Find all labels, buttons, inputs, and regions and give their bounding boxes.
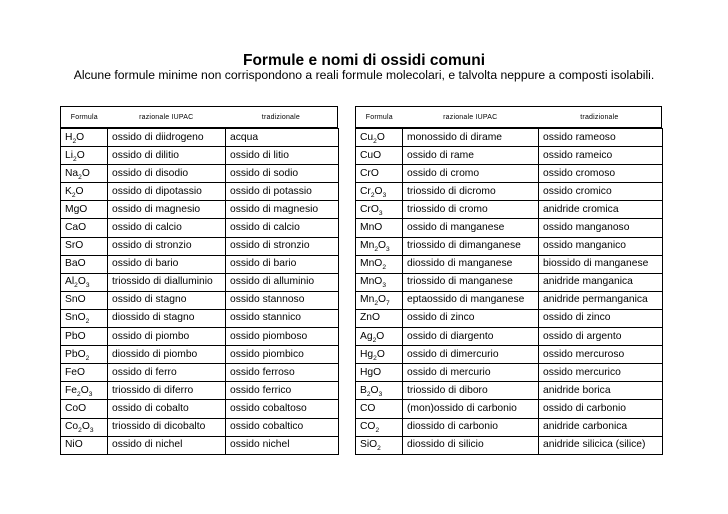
formula-text: O bbox=[376, 348, 385, 360]
formula-text: K bbox=[65, 185, 72, 197]
traditional-name-cell: ossido manganoso bbox=[539, 219, 663, 237]
formula-subscript: 2 bbox=[78, 427, 82, 435]
formula-text: Co bbox=[65, 421, 79, 433]
iupac-name-cell: diossido di piombo bbox=[108, 346, 226, 364]
formula-text: O bbox=[75, 185, 84, 197]
table-row bbox=[356, 309, 663, 327]
formula-cell bbox=[61, 237, 108, 255]
traditional-name-cell: ossido di potassio bbox=[226, 183, 339, 201]
formula-cell bbox=[61, 346, 108, 364]
iupac-name-cell: ossido di diidrogeno bbox=[108, 129, 226, 147]
formula-cell bbox=[356, 147, 403, 165]
formula-text: O bbox=[76, 131, 85, 143]
table-row bbox=[61, 165, 339, 183]
formula-text: O bbox=[77, 276, 86, 288]
iupac-name-cell: triossido di dicobalto bbox=[108, 418, 226, 436]
traditional-name-cell: ossido di zinco bbox=[539, 309, 663, 327]
traditional-name-cell: ossido stannoso bbox=[226, 291, 339, 309]
traditional-name-cell: ossido di magnesio bbox=[226, 201, 339, 219]
formula-subscript: 3 bbox=[89, 427, 94, 435]
formula-text: CO bbox=[360, 421, 376, 433]
formula-cell bbox=[61, 219, 108, 237]
table-row bbox=[356, 201, 663, 219]
iupac-name-cell: ossido di dimercurio bbox=[403, 346, 539, 364]
iupac-name-cell: triossido di dicromo bbox=[403, 183, 539, 201]
iupac-name-cell: ossido di nichel bbox=[108, 436, 226, 454]
formula-subscript: 2 bbox=[373, 354, 377, 362]
iupac-name-cell: ossido di dipotassio bbox=[108, 183, 226, 201]
formula-subscript: 2 bbox=[72, 137, 77, 145]
formula-subscript: 2 bbox=[374, 300, 378, 308]
formula-cell bbox=[356, 219, 403, 237]
formula-cell bbox=[356, 273, 403, 291]
formula-text: Na bbox=[65, 167, 79, 179]
traditional-name-cell: anidride manganica bbox=[539, 273, 663, 291]
iupac-name-cell: ossido di calcio bbox=[108, 219, 226, 237]
formula-subscript: 2 bbox=[71, 191, 76, 199]
iupac-name-cell: ossido di stronzio bbox=[108, 237, 226, 255]
traditional-name-cell: ossido di sodio bbox=[226, 165, 339, 183]
formula-subscript: 2 bbox=[85, 318, 90, 326]
table-row bbox=[61, 346, 339, 364]
iupac-name-cell: diossido di silicio bbox=[403, 436, 539, 454]
formula-subscript: 3 bbox=[378, 390, 383, 398]
traditional-name-cell: ossido cobaltoso bbox=[226, 400, 339, 418]
traditional-name-cell: ossido nichel bbox=[226, 436, 339, 454]
formula-text: Li bbox=[65, 149, 74, 161]
formula-cell bbox=[61, 400, 108, 418]
traditional-name-cell: ossido ferrico bbox=[226, 382, 339, 400]
formula-text: CuO bbox=[360, 149, 382, 161]
table-row bbox=[61, 418, 339, 436]
formula-cell bbox=[61, 328, 108, 346]
formula-text: SrO bbox=[65, 240, 84, 252]
traditional-name-cell: anidride cromica bbox=[539, 201, 663, 219]
iupac-name-cell: (mon)ossido di carbonio bbox=[403, 400, 539, 418]
formula-cell bbox=[356, 346, 403, 364]
table-row bbox=[61, 273, 339, 291]
iupac-name-cell: ossido di stagno bbox=[108, 291, 226, 309]
formula-cell bbox=[356, 165, 403, 183]
formula-cell bbox=[356, 255, 403, 273]
formula-subscript: 2 bbox=[77, 390, 81, 398]
iupac-name-cell: ossido di disodio bbox=[108, 165, 226, 183]
formula-cell bbox=[356, 237, 403, 255]
formula-subscript: 2 bbox=[370, 191, 375, 199]
table-row bbox=[61, 400, 339, 418]
iupac-name-cell: ossido di piombo bbox=[108, 328, 226, 346]
traditional-name-cell: ossido cromico bbox=[539, 183, 663, 201]
table-row bbox=[356, 147, 663, 165]
table-row bbox=[356, 418, 663, 436]
formula-subscript: 3 bbox=[386, 246, 390, 254]
formula-text: ZnO bbox=[360, 312, 381, 324]
header-traditional: tradizionale bbox=[261, 113, 300, 121]
table-row bbox=[356, 346, 663, 364]
table-row bbox=[356, 436, 663, 454]
iupac-name-cell: ossido di mercurio bbox=[403, 364, 539, 382]
header-iupac: razionale IUPAC bbox=[443, 113, 498, 121]
formula-cell bbox=[61, 436, 108, 454]
traditional-name-cell: ossido piomboso bbox=[226, 328, 339, 346]
formula-text: O bbox=[81, 167, 90, 179]
formula-subscript: 3 bbox=[88, 390, 93, 398]
formula-cell bbox=[356, 382, 403, 400]
iupac-name-cell: triossido di dialluminio bbox=[108, 273, 226, 291]
table-row bbox=[61, 436, 339, 454]
formula-subscript: 7 bbox=[386, 300, 390, 308]
formula-text: MnO bbox=[360, 276, 383, 288]
formula-text: B bbox=[360, 384, 367, 396]
table-row bbox=[356, 273, 663, 291]
traditional-name-cell: biossido di manganese bbox=[539, 255, 663, 273]
page-title: Formule e nomi di ossidi comuni bbox=[243, 52, 485, 69]
traditional-name-cell: ossido mercuroso bbox=[539, 346, 663, 364]
formula-subscript: 2 bbox=[373, 137, 377, 145]
formula-text: Hg bbox=[360, 348, 374, 360]
formula-subscript: 2 bbox=[73, 155, 77, 163]
traditional-name-cell: ossido ferroso bbox=[226, 364, 339, 382]
formula-text: O bbox=[377, 294, 386, 306]
formula-cell bbox=[356, 400, 403, 418]
formula-text: O bbox=[374, 185, 383, 197]
iupac-name-cell: triossido di manganese bbox=[403, 273, 539, 291]
formula-subscript: 2 bbox=[375, 427, 380, 435]
iupac-name-cell: monossido di dirame bbox=[403, 129, 539, 147]
traditional-name-cell: ossido rameico bbox=[539, 147, 663, 165]
formula-cell bbox=[61, 255, 108, 273]
traditional-name-cell: ossido cromoso bbox=[539, 165, 663, 183]
traditional-name-cell: ossido manganico bbox=[539, 237, 663, 255]
formula-subscript: 3 bbox=[378, 209, 383, 217]
formula-text: SiO bbox=[360, 439, 378, 451]
traditional-name-cell: ossido di carbonio bbox=[539, 400, 663, 418]
formula-subscript: 2 bbox=[374, 246, 378, 254]
header-traditional: tradizionale bbox=[580, 113, 619, 121]
formula-subscript: 3 bbox=[85, 282, 90, 290]
iupac-name-cell: triossido di cromo bbox=[403, 201, 539, 219]
iupac-name-cell: diossido di stagno bbox=[108, 309, 226, 327]
table-row bbox=[61, 147, 339, 165]
table-row bbox=[356, 255, 663, 273]
formula-text: CrO bbox=[360, 203, 379, 215]
iupac-name-cell: diossido di carbonio bbox=[403, 418, 539, 436]
table-row bbox=[356, 237, 663, 255]
iupac-name-cell: triossido di diboro bbox=[403, 382, 539, 400]
formula-text: NiO bbox=[65, 439, 83, 451]
formula-cell bbox=[61, 147, 108, 165]
traditional-name-cell: ossido di bario bbox=[226, 255, 339, 273]
table-row bbox=[356, 291, 663, 309]
formula-subscript: 2 bbox=[78, 173, 82, 181]
iupac-name-cell: ossido di rame bbox=[403, 147, 539, 165]
formula-text: O bbox=[76, 149, 85, 161]
formula-cell bbox=[356, 418, 403, 436]
formula-cell bbox=[61, 183, 108, 201]
traditional-name-cell: anidride carbonica bbox=[539, 418, 663, 436]
formula-subscript: 3 bbox=[382, 191, 387, 199]
left-table-header bbox=[60, 106, 338, 128]
table-row bbox=[61, 237, 339, 255]
formula-text: PbO bbox=[65, 348, 86, 360]
formula-cell bbox=[61, 418, 108, 436]
formula-cell bbox=[356, 201, 403, 219]
formula-text: Fe bbox=[65, 384, 78, 396]
iupac-name-cell: ossido di bario bbox=[108, 255, 226, 273]
formula-subscript: 3 bbox=[382, 282, 386, 290]
traditional-name-cell: anidride permanganica bbox=[539, 291, 663, 309]
traditional-name-cell: acqua bbox=[226, 129, 339, 147]
formula-subscript: 2 bbox=[377, 445, 381, 453]
right-table-header bbox=[355, 106, 662, 128]
table-row bbox=[61, 364, 339, 382]
formula-cell bbox=[356, 183, 403, 201]
table-row bbox=[356, 328, 663, 346]
table-row bbox=[61, 309, 339, 327]
formula-cell bbox=[356, 309, 403, 327]
formula-subscript: 2 bbox=[74, 282, 78, 290]
formula-text: MnO bbox=[360, 258, 383, 270]
header-formula: Formula bbox=[70, 113, 98, 121]
formula-text: PbO bbox=[65, 330, 86, 342]
iupac-name-cell: ossido di zinco bbox=[403, 309, 539, 327]
traditional-name-cell: anidride borica bbox=[539, 382, 663, 400]
formula-cell bbox=[61, 364, 108, 382]
formula-text: O bbox=[376, 330, 385, 342]
traditional-name-cell: anidride silicica (silice) bbox=[539, 436, 663, 454]
formula-cell bbox=[356, 328, 403, 346]
table-row bbox=[356, 129, 663, 147]
table-row bbox=[356, 382, 663, 400]
traditional-name-cell: ossido mercurico bbox=[539, 364, 663, 382]
iupac-name-cell: ossido di diargento bbox=[403, 328, 539, 346]
formula-text: CrO bbox=[360, 167, 379, 179]
formula-text: SnO bbox=[65, 294, 86, 306]
table-row bbox=[61, 219, 339, 237]
formula-text: Mn bbox=[360, 240, 375, 252]
formula-text: HgO bbox=[360, 366, 382, 378]
formula-text: O bbox=[370, 384, 379, 396]
formula-cell bbox=[61, 201, 108, 219]
table-row bbox=[61, 255, 339, 273]
formula-text: Cr bbox=[360, 185, 371, 197]
table-row bbox=[61, 328, 339, 346]
formula-cell bbox=[61, 382, 108, 400]
formula-text: Ag bbox=[360, 330, 373, 342]
formula-text: O bbox=[80, 384, 89, 396]
iupac-name-cell: eptaossido di manganese bbox=[403, 291, 539, 309]
traditional-name-cell: ossido di stronzio bbox=[226, 237, 339, 255]
traditional-name-cell: ossido di argento bbox=[539, 328, 663, 346]
formula-text: FeO bbox=[65, 366, 86, 378]
page-subtitle: Alcune formule minime non corrispondono a reali formule molecolari, e talvolta neppure a composti isolabili. bbox=[73, 68, 655, 82]
table-row bbox=[356, 165, 663, 183]
formula-text: Cu bbox=[360, 131, 374, 143]
traditional-name-cell: ossido cobaltico bbox=[226, 418, 339, 436]
iupac-name-cell: ossido di magnesio bbox=[108, 201, 226, 219]
formula-text: O bbox=[81, 421, 90, 433]
formula-subscript: 2 bbox=[366, 390, 371, 398]
formula-cell bbox=[61, 273, 108, 291]
table-row bbox=[61, 201, 339, 219]
formula-text: O bbox=[376, 131, 385, 143]
formula-cell bbox=[356, 364, 403, 382]
formula-cell bbox=[61, 291, 108, 309]
formula-text: O bbox=[377, 240, 386, 252]
header-formula: Formula bbox=[365, 113, 393, 121]
formula-cell bbox=[61, 309, 108, 327]
left-oxides-table bbox=[60, 128, 339, 455]
formula-cell bbox=[356, 436, 403, 454]
traditional-name-cell: ossido di litio bbox=[226, 147, 339, 165]
table-row bbox=[356, 219, 663, 237]
table-row bbox=[356, 183, 663, 201]
formula-cell bbox=[356, 129, 403, 147]
formula-text: CO bbox=[360, 402, 376, 414]
formula-text: CoO bbox=[65, 402, 87, 414]
formula-text: SnO bbox=[65, 312, 86, 324]
iupac-name-cell: diossido di manganese bbox=[403, 255, 539, 273]
traditional-name-cell: ossido stannico bbox=[226, 309, 339, 327]
formula-subscript: 2 bbox=[85, 354, 90, 362]
formula-text: Al bbox=[65, 276, 75, 288]
table-row bbox=[61, 129, 339, 147]
formula-text: Mn bbox=[360, 294, 375, 306]
formula-text: CaO bbox=[65, 222, 87, 234]
table-row bbox=[61, 183, 339, 201]
formula-subscript: 2 bbox=[372, 336, 377, 344]
traditional-name-cell: ossido di calcio bbox=[226, 219, 339, 237]
table-row bbox=[356, 364, 663, 382]
formula-cell bbox=[61, 129, 108, 147]
table-row bbox=[61, 291, 339, 309]
iupac-name-cell: triossido di diferro bbox=[108, 382, 226, 400]
table-row bbox=[356, 400, 663, 418]
formula-cell bbox=[356, 291, 403, 309]
right-oxides-table bbox=[355, 128, 663, 455]
iupac-name-cell: ossido di cromo bbox=[403, 165, 539, 183]
iupac-name-cell: ossido di dilitio bbox=[108, 147, 226, 165]
iupac-name-cell: ossido di manganese bbox=[403, 219, 539, 237]
iupac-name-cell: ossido di ferro bbox=[108, 364, 226, 382]
formula-text: MnO bbox=[360, 222, 383, 234]
iupac-name-cell: ossido di cobalto bbox=[108, 400, 226, 418]
header-iupac: razionale IUPAC bbox=[139, 113, 194, 121]
formula-text: MgO bbox=[65, 203, 88, 215]
formula-cell bbox=[61, 165, 108, 183]
formula-subscript: 2 bbox=[382, 264, 386, 272]
traditional-name-cell: ossido rameoso bbox=[539, 129, 663, 147]
traditional-name-cell: ossido di alluminio bbox=[226, 273, 339, 291]
formula-text: BaO bbox=[65, 258, 86, 270]
table-row bbox=[61, 382, 339, 400]
iupac-name-cell: triossido di dimanganese bbox=[403, 237, 539, 255]
traditional-name-cell: ossido piombico bbox=[226, 346, 339, 364]
formula-text: H bbox=[65, 131, 73, 143]
